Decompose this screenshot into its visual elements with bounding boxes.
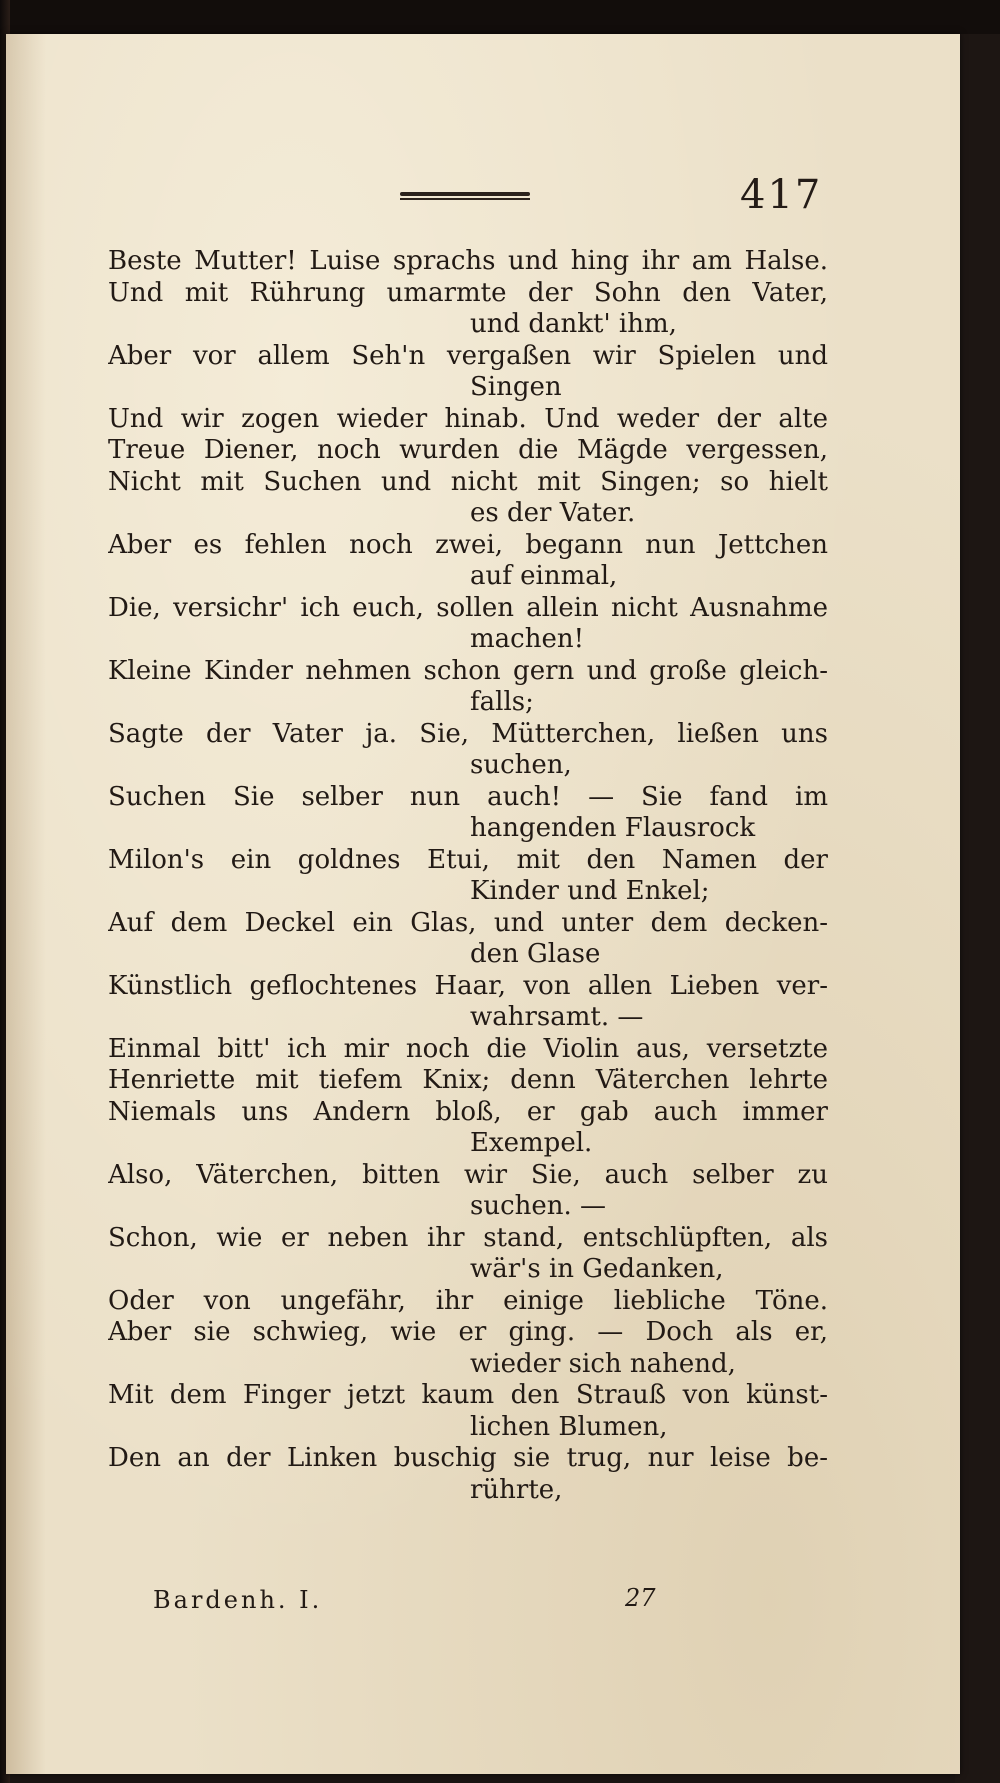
text-line: Treue Diener, noch wurden die Mägde vergessen, bbox=[108, 435, 828, 465]
header-rule bbox=[400, 192, 530, 202]
text-line: Schon, wie er neben ihr stand, entschlüpften, als bbox=[108, 1222, 828, 1253]
text-line: Einmal bitt' ich mir noch die Violin aus, versetzte bbox=[108, 1033, 828, 1064]
text-line-continuation: falls; bbox=[470, 687, 534, 717]
text-line: Sagte der Vater ja. Sie, Mütterchen, ließen uns bbox=[108, 718, 828, 749]
text-line: Niemals uns Andern bloß, er gab auch immer bbox=[108, 1096, 828, 1127]
text-line-continuation: und dankt' ihm, bbox=[470, 309, 677, 339]
text-line-continuation: suchen, bbox=[470, 750, 572, 780]
text-line-continuation: machen! bbox=[470, 624, 585, 654]
scan-background-right bbox=[955, 34, 1000, 1783]
text-line: Und mit Rührung umarmte der Sohn den Vater, bbox=[108, 277, 828, 308]
text-line-continuation: lichen Blumen, bbox=[470, 1411, 668, 1442]
text-line: Kleine Kinder nehmen schon gern und große gleich- bbox=[108, 655, 828, 686]
text-line: Auf dem Deckel ein Glas, und unter dem decken- bbox=[108, 907, 828, 938]
poem-text bbox=[108, 246, 828, 1506]
text-line-continuation: den Glase bbox=[470, 939, 601, 969]
text-line-continuation: wieder sich nahend, bbox=[470, 1348, 736, 1379]
text-line-continuation: hangenden Flausrock bbox=[470, 813, 756, 843]
text-line: Milon's ein goldnes Etui, mit den Namen der bbox=[108, 844, 828, 875]
page-number: 417 bbox=[740, 172, 823, 218]
text-line: Aber es fehlen noch zwei, begann nun Jettchen bbox=[108, 529, 828, 560]
text-line: Oder von ungefähr, ihr einige liebliche Töne. bbox=[108, 1285, 828, 1316]
text-line-continuation: wär's in Gedanken, bbox=[470, 1254, 724, 1284]
text-line: Also, Väterchen, bitten wir Sie, auch selber zu bbox=[108, 1159, 828, 1190]
signature-line: Bardenh. I. bbox=[153, 1586, 323, 1614]
text-line: Beste Mutter! Luise sprachs und hing ihr am Halse. bbox=[108, 246, 828, 276]
text-line-continuation: auf einmal, bbox=[470, 561, 618, 591]
text-line: Und wir zogen wieder hinab. Und weder der alte bbox=[108, 403, 828, 434]
text-line: Künstlich geflochtenes Haar, von allen Lieben ver- bbox=[108, 970, 828, 1001]
text-line-continuation: rührte, bbox=[470, 1474, 563, 1505]
text-line: Henriette mit tiefem Knix; denn Väterchen lehrte bbox=[108, 1065, 828, 1095]
text-line: Nicht mit Suchen und nicht mit Singen; so hielt bbox=[108, 466, 828, 497]
text-line-continuation: suchen. — bbox=[470, 1191, 607, 1221]
text-line-continuation: Singen bbox=[470, 372, 562, 402]
text-line: Mit dem Finger jetzt kaum den Strauß von künst- bbox=[108, 1380, 828, 1410]
text-line-continuation: Exempel. bbox=[470, 1128, 593, 1158]
text-line-continuation: Kinder und Enkel; bbox=[470, 876, 710, 906]
text-line: Aber sie schwieg, wie er ging. — Doch als er, bbox=[108, 1317, 828, 1347]
text-line-continuation: wahrsamt. — bbox=[470, 1002, 644, 1032]
text-line: Suchen Sie selber nun auch! — Sie fand im bbox=[108, 781, 828, 812]
text-line: Den an der Linken buschig sie trug, nur leise be- bbox=[108, 1443, 828, 1473]
text-line: Aber vor allem Seh'n vergaßen wir Spielen und bbox=[108, 340, 828, 371]
text-line: Die, versichr' ich euch, sollen allein nicht Ausnahme bbox=[108, 592, 828, 623]
signature-mark: 27 bbox=[625, 1584, 656, 1612]
text-line-continuation: es der Vater. bbox=[470, 498, 636, 528]
